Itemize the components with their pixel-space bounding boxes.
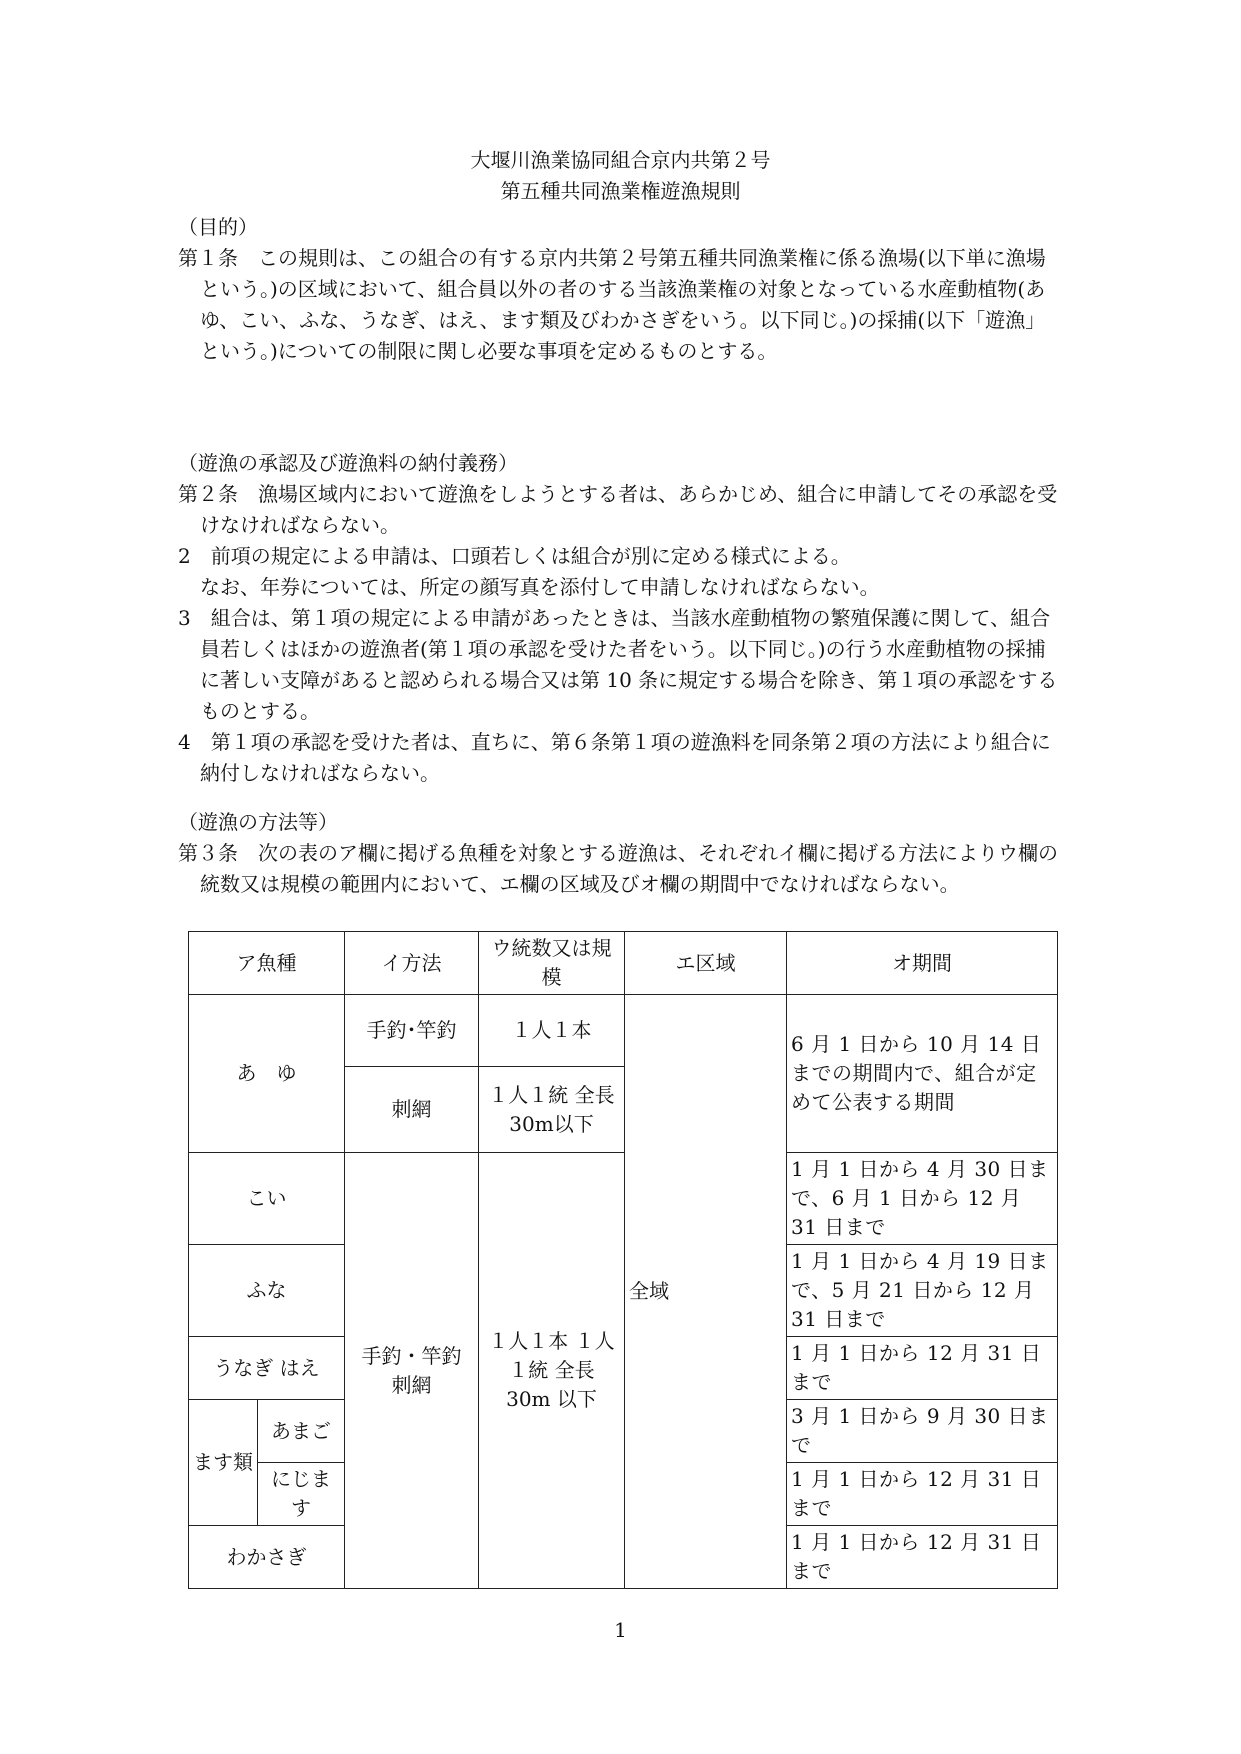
header-method: イ方法 — [345, 932, 479, 995]
unagi-hae-period: 1 月 1 日から 12 月 31 日まで — [787, 1337, 1058, 1400]
funa-period: 1 月 1 日から 4 月 19 日まで、5 月 21 日から 12 月 31 日まで — [787, 1245, 1058, 1337]
nijimasu-period: 1 月 1 日から 12 月 31 日まで — [787, 1463, 1058, 1526]
document-title — [0, 145, 1241, 207]
amago-period: 3 月 1 日から 9 月 30 日まで — [787, 1400, 1058, 1463]
ayu-scale-1: １人１本 — [479, 995, 625, 1067]
article-2-paragraph-2-note: なお、年券については、所定の顔写真を添付して申請しなければならない。 — [200, 575, 880, 599]
header-species: ア魚種 — [189, 932, 345, 995]
article-2 — [178, 479, 1058, 789]
ayu-method-1: 手釣･竿釣 — [345, 995, 479, 1067]
article-2-paragraph-2: 2 前項の規定による申請は、口頭若しくは組合が別に定める様式による。 — [178, 544, 851, 568]
koi-period: 1 月 1 日から 4 月 30 日まで、6 月 1 日から 12 月 31 日まで — [787, 1153, 1058, 1245]
species-koi: こい — [189, 1153, 345, 1245]
ayu-period: 6 月 1 日から 10 月 14 日までの期間内で、組合が定めて公表する期間 — [787, 995, 1058, 1153]
section-heading-method: （遊漁の方法等） — [178, 810, 338, 834]
page-number: 1 — [614, 1618, 627, 1642]
table-header-row — [189, 932, 1058, 995]
shared-scale: １人１本 １人１統 全長 30m 以下 — [479, 1153, 625, 1589]
species-funa: ふな — [189, 1245, 345, 1337]
species-unagi-hae: うなぎ はえ — [189, 1337, 345, 1400]
ayu-scale-2: １人１統 全長 30m以下 — [479, 1067, 625, 1153]
table-row — [189, 1153, 1058, 1245]
header-area: エ区域 — [625, 932, 787, 995]
header-period: オ期間 — [787, 932, 1058, 995]
species-amago: あまご — [258, 1400, 345, 1463]
ayu-method-2: 刺網 — [345, 1067, 479, 1153]
section-heading-purpose: （目的） — [178, 215, 258, 239]
wakasagi-period: 1 月 1 日から 12 月 31 日まで — [787, 1526, 1058, 1589]
article-2-paragraph-1: 第２条 漁場区域内において遊漁をしようとする者は、あらかじめ、組合に申請してその承認を受けなければならない。 — [178, 482, 1058, 537]
article-3 — [178, 838, 1058, 900]
species-wakasagi: わかさぎ — [189, 1526, 345, 1589]
area-all: 全域 — [625, 995, 787, 1589]
species-nijimasu: にじます — [258, 1463, 345, 1526]
shared-method: 手釣・竿釣 刺網 — [345, 1153, 479, 1589]
article-3-paragraph: 第３条 次の表のア欄に掲げる魚種を対象とする遊漁は、それぞれイ欄に掲げる方法によりウ欄の統数又は規模の範囲内において、エ欄の区域及びオ欄の期間中でなければならない。 — [178, 841, 1058, 896]
article-2-paragraph-3: 3 組合は、第１項の規定による申請があったときは、当該水産動植物の繁殖保護に関して、組合員若しくはほかの遊漁者(第１項の承認を受けた者をいう。以下同じ。)の行う水産動植物の採捕に著しい支障があると認められる場合又は第 10 条に規定する場合を除き、第１項の承認をするものとする。 — [178, 606, 1058, 723]
header-scale: ウ統数又は規模 — [479, 932, 625, 995]
species-group-masu: ます類 — [189, 1400, 258, 1526]
table-row — [189, 995, 1058, 1067]
article-1 — [178, 243, 1058, 367]
title-line-1: 大堰川漁業協同組合京内共第２号 — [470, 148, 771, 172]
section-heading-approval: （遊漁の承認及び遊漁料の納付義務） — [178, 451, 518, 475]
article-2-paragraph-4: 4 第１項の承認を受けた者は、直ちに、第６条第１項の遊漁料を同条第２項の方法により組合に納付しなければならない。 — [178, 730, 1051, 785]
article-1-paragraph: 第１条 この規則は、この組合の有する京内共第２号第五種共同漁業権に係る漁場(以下単に漁場という。)の区域において、組合員以外の者のする当該漁業権の対象となっている水産動植物(あゆ、こい、ふな、うなぎ、はえ、ます類及びわかさぎをいう。以下同じ。)の採捕(以下「遊漁」という。)についての制限に関し必要な事項を定めるものとする。 — [178, 246, 1046, 363]
fishing-rules-table — [188, 931, 1058, 1589]
title-line-2: 第五種共同漁業権遊漁規則 — [500, 179, 741, 203]
species-ayu: あ ゆ — [189, 995, 345, 1153]
